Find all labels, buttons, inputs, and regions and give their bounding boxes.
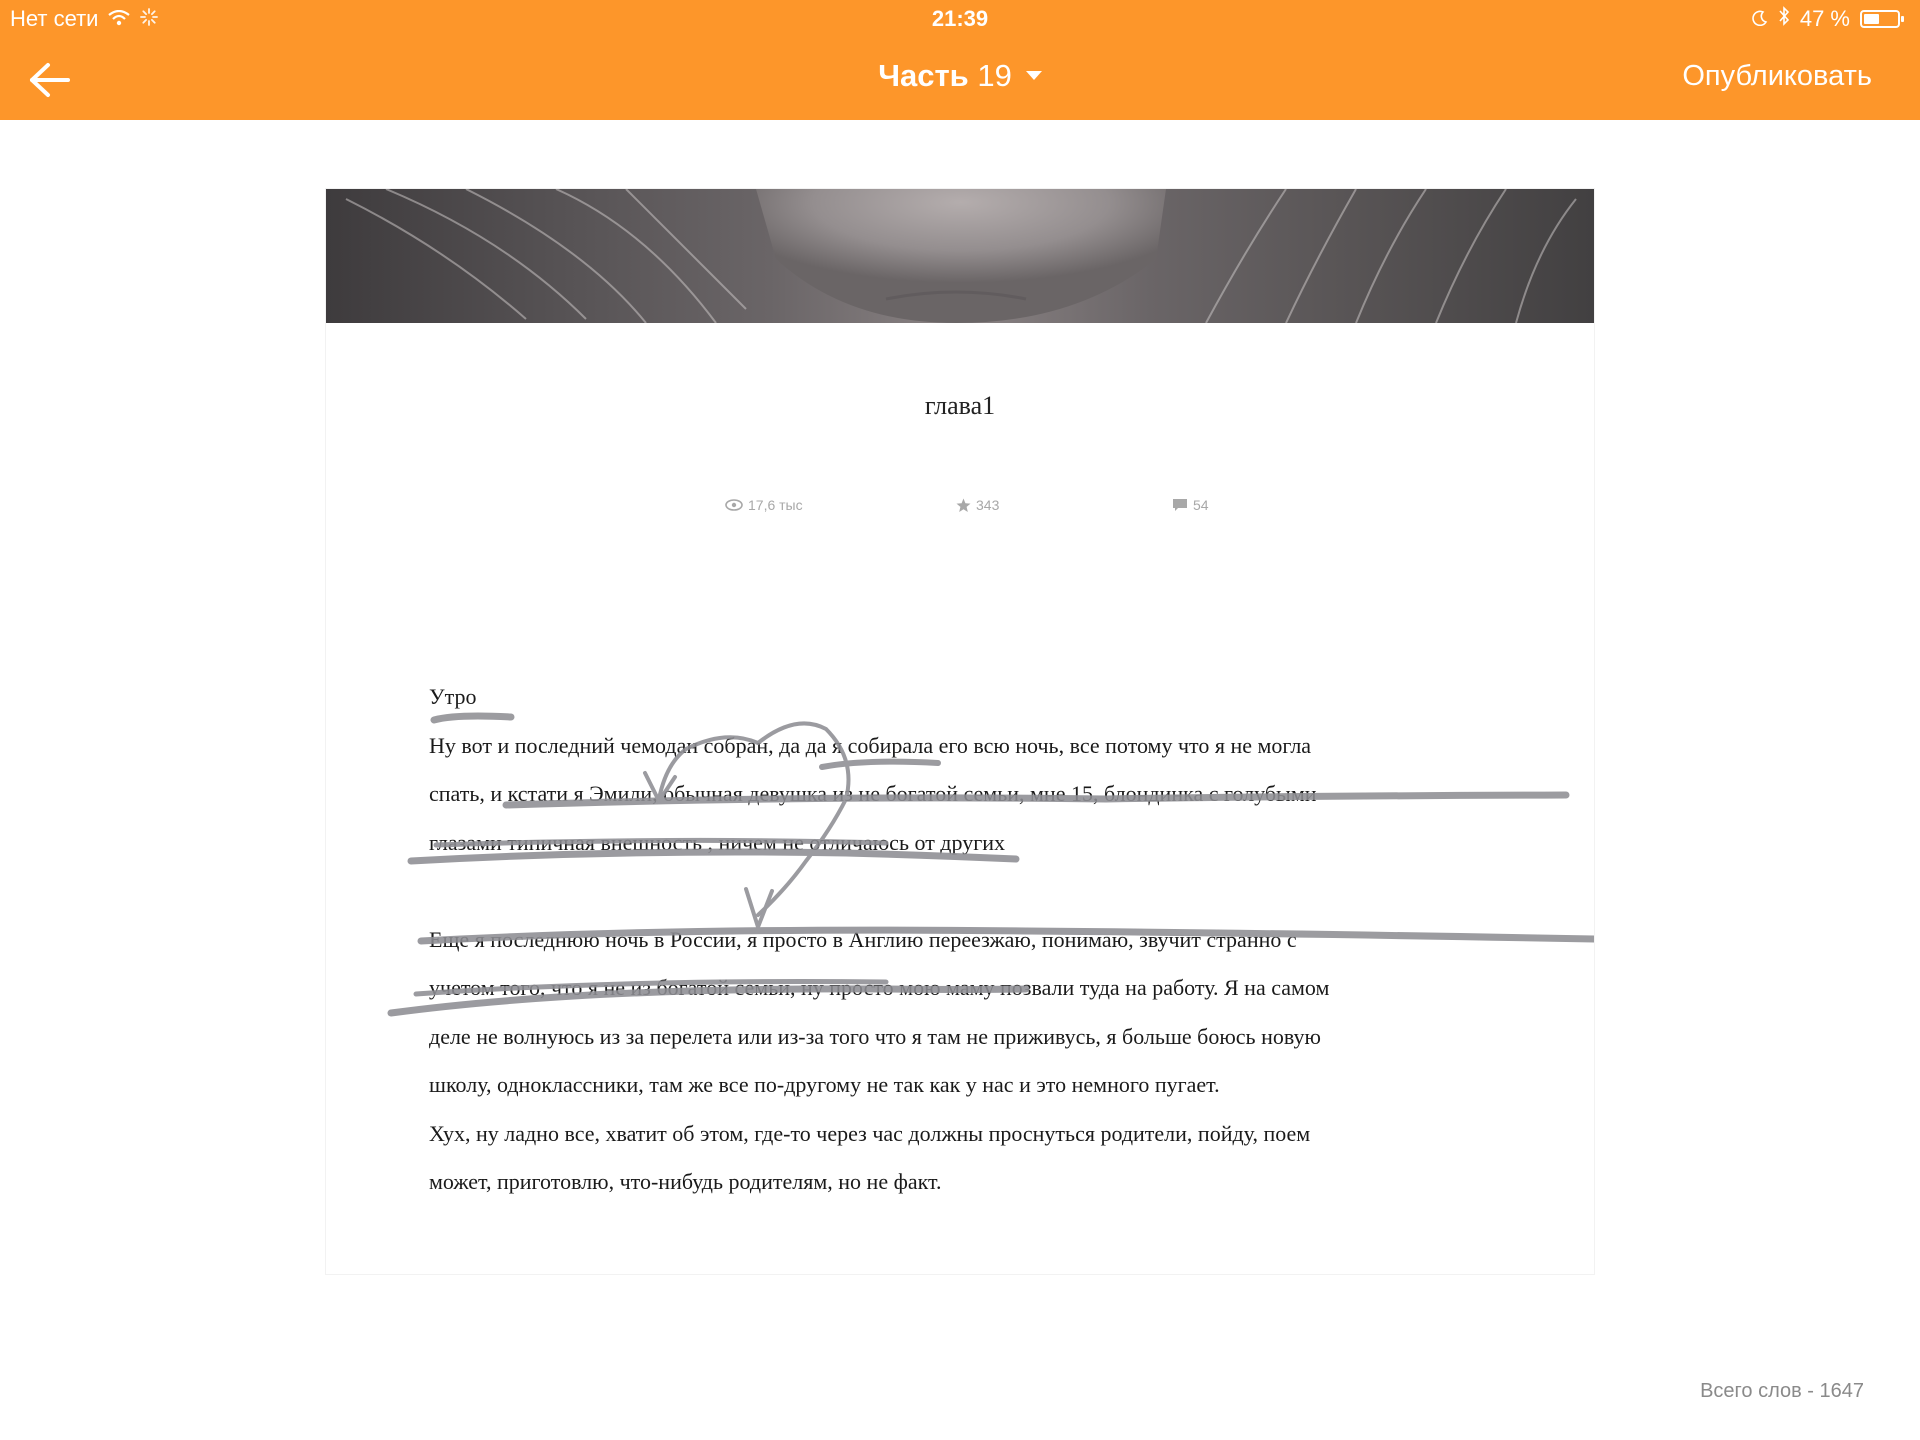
story-line: спать, и кстати я Эмили, обычная девушка из не богатой семьи, мне 15, блондинка с голубыми bbox=[429, 781, 1317, 806]
publish-button[interactable]: Опубликовать bbox=[1682, 60, 1872, 92]
story-line: школу, одноклассники, там же все по-другому не так как у нас и это немного пугает. bbox=[429, 1072, 1220, 1097]
votes-count: 343 bbox=[976, 497, 1000, 513]
comment-icon bbox=[1172, 498, 1188, 512]
battery-level bbox=[1864, 14, 1879, 24]
network-status: Нет сети bbox=[10, 6, 99, 31]
star-icon bbox=[956, 498, 971, 513]
moon-icon bbox=[1752, 6, 1768, 32]
story-line: учетом того, что я не из богатой семьи, ну просто мою маму позвали туда на работу. Я на самом bbox=[429, 975, 1330, 1000]
bluetooth-icon bbox=[1778, 6, 1790, 32]
status-bar bbox=[0, 0, 1920, 40]
story-heading: Утро bbox=[429, 684, 477, 709]
battery-percent: 47 % bbox=[1799, 6, 1850, 31]
story-line: Ну вот и последний чемодан собран, да да я собирала его всю ночь, все потому что я не могла bbox=[429, 732, 1312, 758]
navigation-bar bbox=[0, 40, 1920, 120]
comments-stat bbox=[1172, 497, 1209, 513]
story-line: может, приготовлю, что-нибудь родителям, но не факт. bbox=[429, 1169, 942, 1194]
part-number: 19 bbox=[977, 58, 1012, 93]
votes-stat bbox=[956, 497, 999, 513]
part-title bbox=[0, 58, 1920, 94]
story-text bbox=[429, 673, 1529, 1207]
chapter-page bbox=[326, 189, 1594, 1274]
part-label: Часть bbox=[878, 58, 969, 93]
eye-icon bbox=[725, 499, 743, 511]
views-stat bbox=[725, 497, 803, 513]
story-line: деле не волнуюсь из за перелета или из-за того что я там не приживусь, я больше боюсь новую bbox=[429, 1023, 1321, 1049]
caret-down-icon bbox=[1026, 71, 1042, 81]
comments-count: 54 bbox=[1193, 497, 1209, 513]
battery-icon bbox=[1860, 10, 1900, 28]
word-count: Всего слов - 1647 bbox=[1700, 1380, 1864, 1402]
story-line: Хух, ну ладно все, хватит об этом, где-то через час должны проснуться родители, пойду, поем bbox=[429, 1120, 1311, 1146]
story-line: глазами типичная внешность , ничем не отличаюсь от других bbox=[429, 829, 1006, 855]
cover-image bbox=[326, 189, 1594, 323]
status-right bbox=[1752, 6, 1900, 32]
views-count: 17,6 тыс bbox=[748, 497, 803, 513]
status-time: 21:39 bbox=[931, 6, 989, 31]
paragraph-gap bbox=[429, 867, 1529, 916]
story-line: Еще я последнюю ночь в России, я просто в Англию переезжаю, понимаю, звучит странно с bbox=[429, 926, 1297, 952]
part-selector[interactable] bbox=[878, 58, 1042, 94]
chapter-title: глава1 bbox=[924, 391, 996, 420]
